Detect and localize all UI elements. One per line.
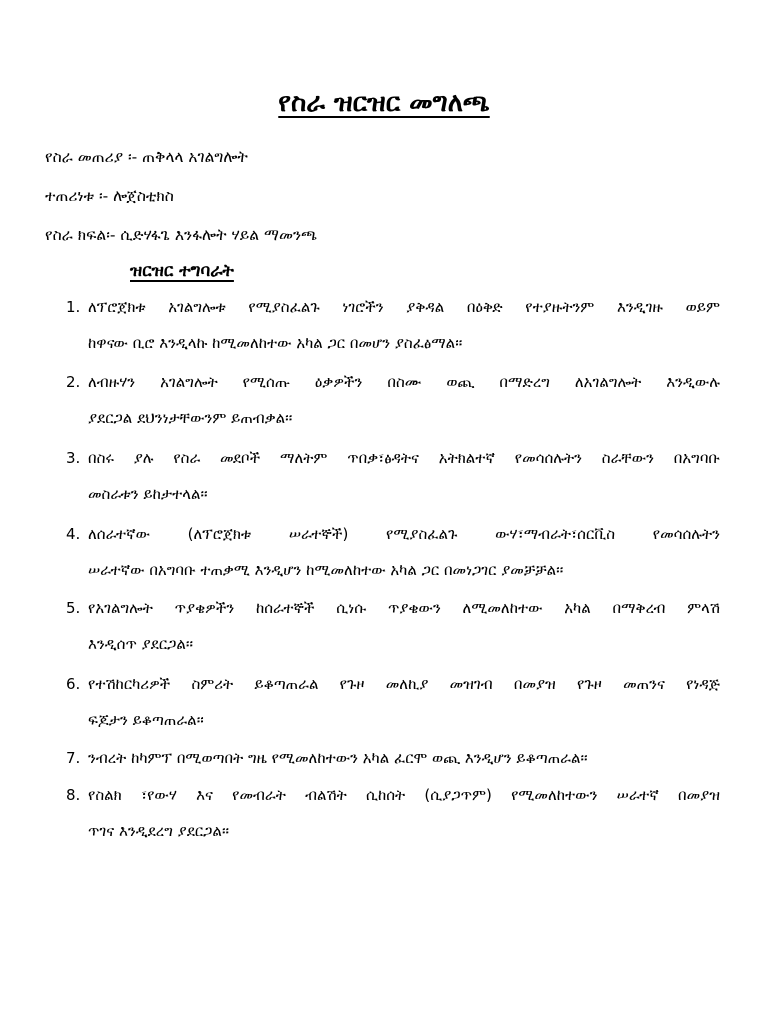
task-text-line: ፍጆታን ይቆጣጠራል፡፡ [88,711,204,729]
task-item [0,525,768,599]
reports-to-field: ተጠሪነቱ ፡- ሎጀስቲክስ [45,187,174,205]
task-number: 2. [66,373,81,391]
tasks-heading: ዝርዝር ተግባራት [130,261,234,281]
task-text-line: ያደርጋል ደህንነታቸውንም ይጠብቃል፡፡ [88,409,293,427]
task-item [0,298,768,373]
task-text-line: የተሽከርካሪዎች ስምሪት ይቆጣጠራል የጉዞ መለኪያ መዝገብ በመያዝ የጉዞ መጠንና የነዳጅ [88,675,720,693]
task-item [0,449,768,525]
task-item [0,599,768,675]
task-text-line: በስሩ ያሉ የስራ መደቦች ማለትም ጥበቃ፣ፅዳትና አትክልተኛ የመሳሰሉትን ስራቸውን በአግባቡ [88,449,720,467]
task-text-line: ሠራተኛው በአግባቡ ተጠቃሚ እንዲሆን ከሚመለከተው አካል ጋር በመነጋገር ያመቻቻል፡፡ [88,561,564,579]
task-text-line: ለብዙሃን አገልግሎት የሚሰጡ ዕቃዎችን በስሙ ወጪ በማድረግ ለአገልግሎት እንዲውሉ [88,373,720,391]
task-text-line: የአገልግሎት ጥያቄዎችን ከሰራተኞች ሲነሱ ጥያቄውን ለሚመለከተው አካል በማቅረብ ምላሽ [88,599,720,617]
task-number: 5. [66,599,81,617]
task-number: 1. [66,298,81,316]
task-item [0,749,768,786]
task-text-line: እንዲሰጥ ያደርጋል፡፡ [88,635,193,653]
task-text-line: ከዋናው ቢሮ እንዲላኩ ከሚመለከተው አካል ጋር በመሆን ያስፈፅማል፡፡ [88,334,463,352]
task-item [0,675,768,749]
job-position-field: የስራ መጠሪያ ፡- ጠቅላላ አገልግሎት [45,148,248,166]
task-number: 3. [66,449,81,467]
task-text-line: ንብረት ከካምፕ በሚወጣበት ግዜ የሚመለከተውን አካል ፈርሞ ወጪ እንዲሆን ይቆጣጠራል፡፡ [88,749,588,767]
document-title: የስራ ዝርዝር መግለጫ [278,88,490,118]
task-text-line: የስልክ ፣የውሃ እና የመብራት ብልሽት ሲከሰት (ሲያጋጥም) የሚመለከተውን ሠራተኛ በመያዝ [88,786,720,804]
task-number: 6. [66,675,81,693]
task-item [0,786,768,862]
task-text-line: መስራቱን ይከታተላል፡፡ [88,485,208,503]
task-text-line: ለፕሮጀክቱ አገልግሎቱ የሚያስፈልጉ ነገሮችን ያቅዳል በዕቅድ የተያዙትንም እንዲገዙ ወይም [88,298,720,316]
task-number: 4. [66,525,81,543]
task-text-line: ጥገና እንዲደረግ ያደርጋል፡፡ [88,822,230,840]
task-list [0,298,768,862]
task-text-line: ለሰራተኛው (ለፕሮጀክቱ ሠራተኞች) የሚያስፈልጉ ውሃ፣ማብራት፣ሰርቪስ የመሳሰሉትን [88,525,720,543]
department-field: የስራ ክፍል፡- ሲድሃፋጌ እንፋሎት ሃይል ማመንጫ [45,226,318,244]
task-item [0,373,768,449]
task-number: 7. [66,749,81,767]
task-number: 8. [66,786,81,804]
